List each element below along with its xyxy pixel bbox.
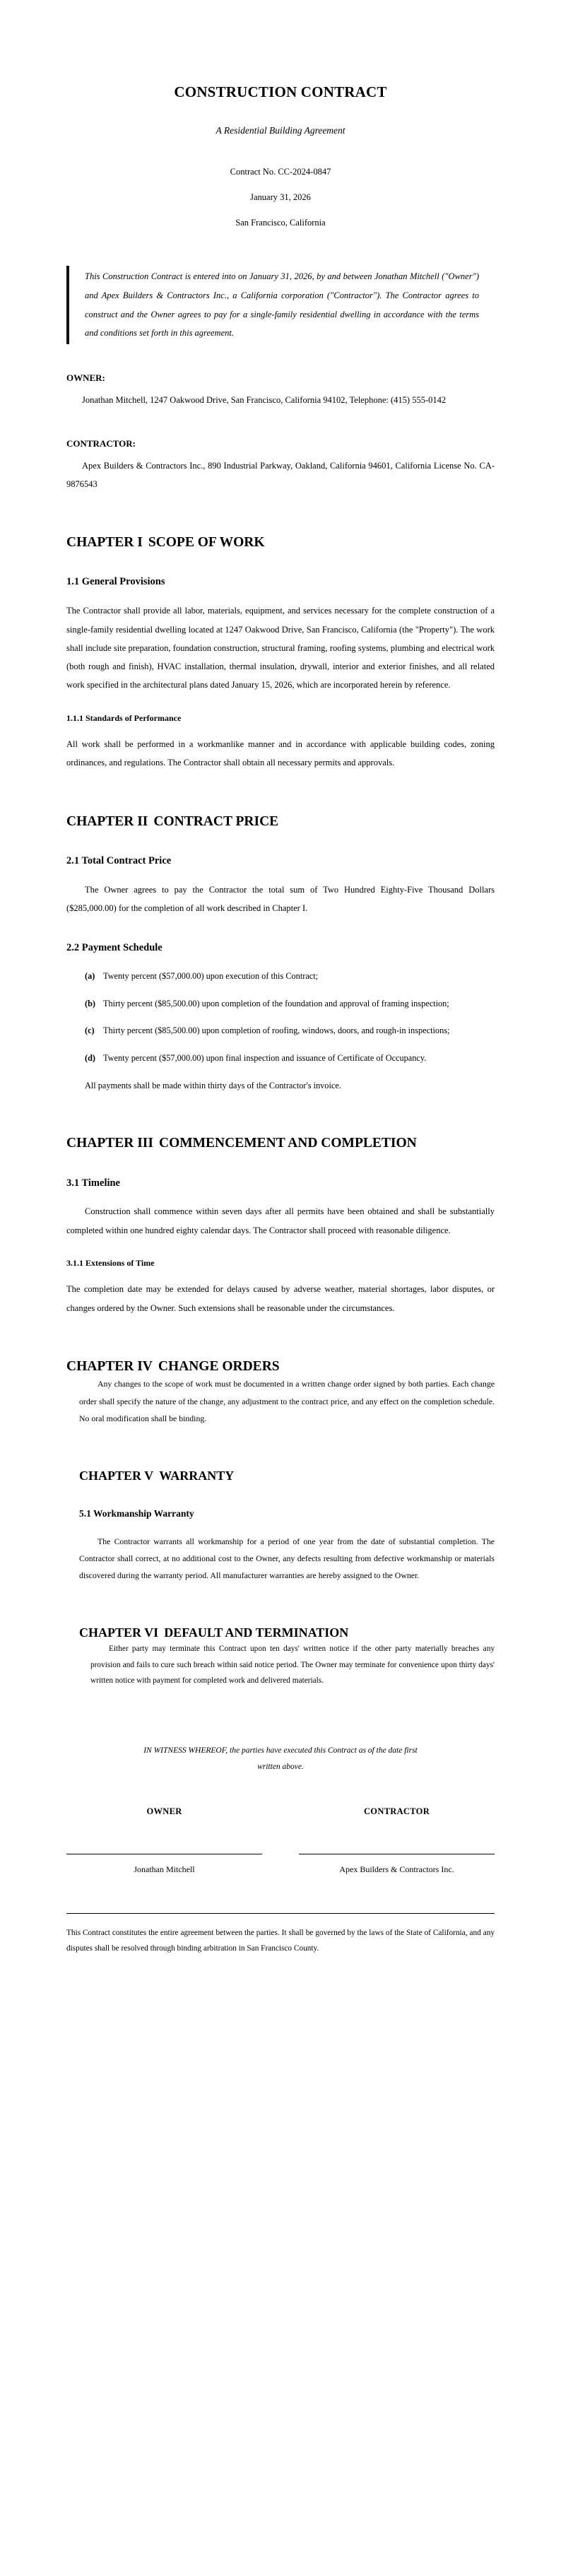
chapter-five-title: WARRANTY <box>159 1468 235 1483</box>
payment-marker: (c) <box>85 1025 95 1036</box>
document-title: CONSTRUCTION CONTRACT <box>174 83 387 100</box>
contract-number: Contract No. CC-2024-0847 <box>230 167 331 177</box>
chapter-three-title: COMMENCEMENT AND COMPLETION <box>158 1136 417 1151</box>
list-item <box>66 995 495 1013</box>
payment-closing-note: All payments shall be made within thirty days of the Contractor's invoice. <box>85 1080 341 1090</box>
contractor-signature-column <box>299 1806 495 1876</box>
owner-party-block <box>66 372 495 409</box>
section-heading-2-2: 2.2 Payment Schedule <box>66 942 163 954</box>
owner-details: Jonathan Mitchell, 1247 Oakwood Drive, San Francisco, California 94102, Telephone: (415) 555-0142 <box>82 395 447 406</box>
chapter-heading-two <box>66 813 495 830</box>
section-body-3-1: Construction shall commence within seven days after all permits have been obtained and shall be substantially completed within one hundred eighty calendar days. The Contractor shall proceed with reasonable diligence. <box>66 1206 495 1235</box>
chapter-heading-six <box>79 1625 495 1641</box>
list-item <box>66 1049 495 1067</box>
contractor-details: Apex Builders & Contractors Inc., 890 Industrial Parkway, Oakland, California 94601, California License No. CA-9876543 <box>66 460 495 489</box>
chapter-two-title: CONTRACT PRICE <box>153 813 279 829</box>
section-body-2-1: The Owner agrees to pay the Contractor the total sum of Two Hundred Eighty-Five Thousand Dollars ($285,000.00) for the completion of all work described in Chapter I. <box>66 884 495 914</box>
contract-location: San Francisco, California <box>235 217 326 228</box>
signature-block <box>66 1806 495 1876</box>
contractor-label: CONTRACTOR: <box>66 437 136 449</box>
contract-date: January 31, 2026 <box>250 192 311 203</box>
chapter-five-number: CHAPTER V <box>79 1468 154 1483</box>
section-heading-1-1: 1.1 General Provisions <box>66 576 165 588</box>
chapter-six-number: CHAPTER VI <box>79 1625 159 1640</box>
subsection-body-1-1-1: All work shall be performed in a workmanlike manner and in accordance with applicable building codes, zoning ordinances, and regulations. The Contractor shall obtain all necessary permits and approvals. <box>66 739 495 768</box>
payment-text: Thirty percent ($85,500.00) upon completion of roofing, windows, doors, and rough-in inspections; <box>103 1025 450 1036</box>
section-heading-2-1: 2.1 Total Contract Price <box>66 855 172 866</box>
chapter-six-body: Either party may terminate this Contract upon ten days' written notice if the other party materially breaches any provision and fails to cure such breach within said notice period. The Owner may terminate for convenience upon thirty days' written notice with payment for completed work and delivered materials. <box>90 1644 495 1686</box>
payment-marker: (b) <box>85 998 96 1008</box>
document-subtitle: A Residential Building Agreement <box>215 125 346 136</box>
chapter-one-number: CHAPTER I <box>66 535 143 551</box>
chapter-heading-three <box>66 1135 495 1152</box>
subsection-heading-1-1-1: 1.1.1 Standards of Performance <box>66 712 182 723</box>
owner-signature-name: Jonathan Mitchell <box>134 1864 195 1874</box>
owner-label: OWNER: <box>66 372 105 384</box>
payment-schedule-list <box>66 968 495 1066</box>
list-item <box>66 968 495 985</box>
subsection-body-3-1-1: The completion date may be extended for delays caused by adverse weather, material shortages, labor disputes, or changes ordered by the Owner. Such extensions shall be reasonable under the circumstances. <box>66 1284 495 1313</box>
chapter-three-number: CHAPTER III <box>66 1136 153 1151</box>
chapter-heading-four <box>66 1358 495 1375</box>
preamble-block: This Construction Contract is entered into on January 31, 2026, by and between Jonathan Mitchell ("Owner") and Apex Builders & Contractors Inc., a California corporation ("Contractor"). The Contractor agrees to construct and the Owner agrees to pay for a single-family residential dwelling in accordance with the terms and conditions set forth in this agreement. <box>66 266 495 345</box>
payment-marker: (d) <box>85 1052 96 1063</box>
contractor-signature-name: Apex Builders & Contractors Inc. <box>339 1864 454 1874</box>
section-body-1-1: The Contractor shall provide all labor, materials, equipment, and services necessary for the complete construction of a single-family residential dwelling located at 1247 Oakwood Drive, San Francisco, California (the "Property"). The work shall include site preparation, foundation construction, structural framing, roofing systems, plumbing and electrical work (both rough and finish), HVAC installation, thermal insulation, drywall, interior and exterior finishes, and all related work specified in the architectural plans dated January 15, 2026, which are incorporated herein by reference. <box>66 606 495 690</box>
list-item <box>66 1022 495 1040</box>
section-body-5-1: The Contractor warrants all workmanship for a period of one year from the date of substantial completion. The Contractor shall correct, at no additional cost to the Owner, any defects resulting from defective workmanship or materials discovered during the warranty period. All manufacturer warranties are hereby assigned to the Owner. <box>79 1536 495 1581</box>
footer-governing-law: This Contract constitutes the entire agreement between the parties. It shall be governed by the laws of the State of California, and any disputes shall be resolved through binding arbitration in San Francisco County. <box>66 1928 495 1953</box>
payment-text: Twenty percent ($57,000.00) upon final inspection and issuance of Certificate of Occupancy. <box>103 1052 427 1063</box>
payment-text: Twenty percent ($57,000.00) upon execution of this Contract; <box>103 971 319 982</box>
chapter-heading-one <box>66 534 495 551</box>
payment-marker: (a) <box>85 971 95 982</box>
payment-text: Thirty percent ($85,500.00) upon completion of the foundation and approval of framing inspection; <box>103 998 449 1008</box>
chapter-heading-five <box>79 1468 495 1484</box>
contractor-party-block <box>66 438 495 494</box>
chapter-four-number: CHAPTER IV <box>66 1358 153 1374</box>
section-heading-5-1: 5.1 Workmanship Warranty <box>79 1508 194 1519</box>
chapter-six-title: DEFAULT AND TERMINATION <box>164 1625 349 1640</box>
chapter-one-title: SCOPE OF WORK <box>148 535 265 551</box>
chapter-four-body: Any changes to the scope of work must be documented in a written change order signed by both parties. Each change order shall specify the nature of the change, any adjustment to the contract price, and any effect on the completion schedule. No oral modification shall be binding. <box>79 1379 495 1423</box>
chapter-two-number: CHAPTER II <box>66 813 148 829</box>
footer-divider <box>66 1913 495 1914</box>
owner-signature-role: OWNER <box>146 1806 182 1816</box>
subsection-heading-3-1-1: 3.1.1 Extensions of Time <box>66 1257 155 1268</box>
witness-clause: IN WITNESS WHEREOF, the parties have executed this Contract as of the date first written above. <box>143 1746 418 1771</box>
chapter-four-title: CHANGE ORDERS <box>158 1358 280 1374</box>
contractor-signature-role: CONTRACTOR <box>363 1806 430 1816</box>
owner-signature-column <box>66 1806 262 1876</box>
section-heading-3-1: 3.1 Timeline <box>66 1177 120 1189</box>
